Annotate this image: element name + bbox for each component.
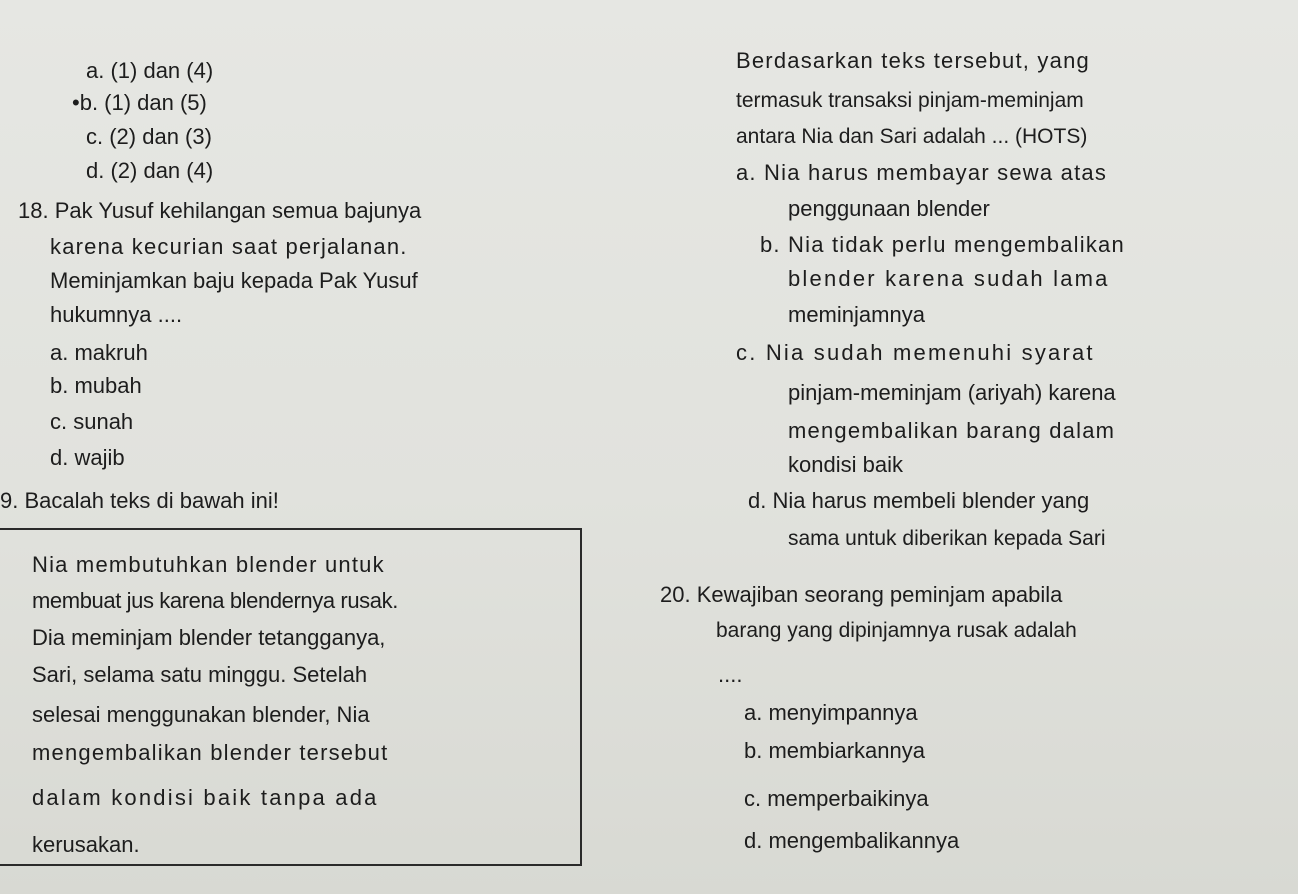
q19-option-c-line-2: pinjam-meminjam (ariyah) karena <box>788 380 1116 405</box>
q17-option-d: d. (2) dan (4) <box>86 158 214 183</box>
q20-line-1: 20. Kewajiban seorang peminjam apabila <box>660 582 1063 607</box>
q20-option-d: d. mengembalikannya <box>744 828 960 853</box>
passage-line-2: membuat jus karena blendernya rusak. <box>32 588 398 613</box>
q19-question-line-2: termasuk transaksi pinjam-meminjam <box>736 89 1084 112</box>
q18-line-2: karena kecurian saat perjalanan. <box>50 234 408 259</box>
q17-option-c: c. (2) dan (3) <box>86 124 212 149</box>
q20-option-a: a. menyimpannya <box>744 700 918 725</box>
q19-option-c-line-3: mengembalikan barang dalam <box>788 418 1116 443</box>
q18-option-b: b. mubah <box>50 373 142 398</box>
passage-line-1: Nia membutuhkan blender untuk <box>32 552 385 577</box>
q19-option-d-line-1: d. Nia harus membeli blender yang <box>748 488 1090 513</box>
q18-option-d: d. wajib <box>50 445 125 470</box>
q18-option-c: c. sunah <box>50 409 134 434</box>
passage-line-7: dalam kondisi baik tanpa ada <box>32 785 379 810</box>
q19-option-b-line-1: b. Nia tidak perlu mengembalikan <box>760 232 1125 257</box>
q19-option-c-line-1: c. Nia sudah memenuhi syarat <box>736 340 1095 365</box>
q19-option-a-line-2: penggunaan blender <box>788 196 990 221</box>
reading-passage-box <box>0 528 582 866</box>
q18-line-3: Meminjamkan baju kepada Pak Yusuf <box>50 268 418 293</box>
q20-option-c: c. memperbaikinya <box>744 786 929 811</box>
passage-line-3: Dia meminjam blender tetangganya, <box>32 625 386 650</box>
q17-option-b: •b. (1) dan (5) <box>72 90 207 115</box>
q18-option-a: a. makruh <box>50 340 148 365</box>
q19-option-c-line-4: kondisi baik <box>788 452 903 477</box>
q19-option-b-line-3: meminjamnya <box>788 302 925 327</box>
q19-question-line-1: Berdasarkan teks tersebut, yang <box>736 48 1090 73</box>
q19-option-a-line-1: a. Nia harus membayar sewa atas <box>736 160 1108 185</box>
q20-line-2: barang yang dipinjamnya rusak adalah <box>716 619 1077 642</box>
q18-line-1: 18. Pak Yusuf kehilangan semua bajunya <box>18 198 422 223</box>
q20-line-3: .... <box>718 662 743 687</box>
passage-line-6: mengembalikan blender tersebut <box>32 740 389 765</box>
q18-line-4: hukumnya .... <box>50 302 183 327</box>
q20-option-b: b. membiarkannya <box>744 738 925 763</box>
passage-line-5: selesai menggunakan blender, Nia <box>32 702 370 727</box>
passage-line-4: Sari, selama satu minggu. Setelah <box>32 662 368 687</box>
q19-option-d-line-2: sama untuk diberikan kepada Sari <box>788 527 1106 550</box>
q19-question-line-3: antara Nia dan Sari adalah ... (HOTS) <box>736 125 1088 148</box>
passage-line-8: kerusakan. <box>32 832 140 857</box>
q19-option-b-line-2: blender karena sudah lama <box>788 266 1110 291</box>
q19-instruction: 9. Bacalah teks di bawah ini! <box>0 488 279 513</box>
q17-option-a: a. (1) dan (4) <box>86 58 214 83</box>
